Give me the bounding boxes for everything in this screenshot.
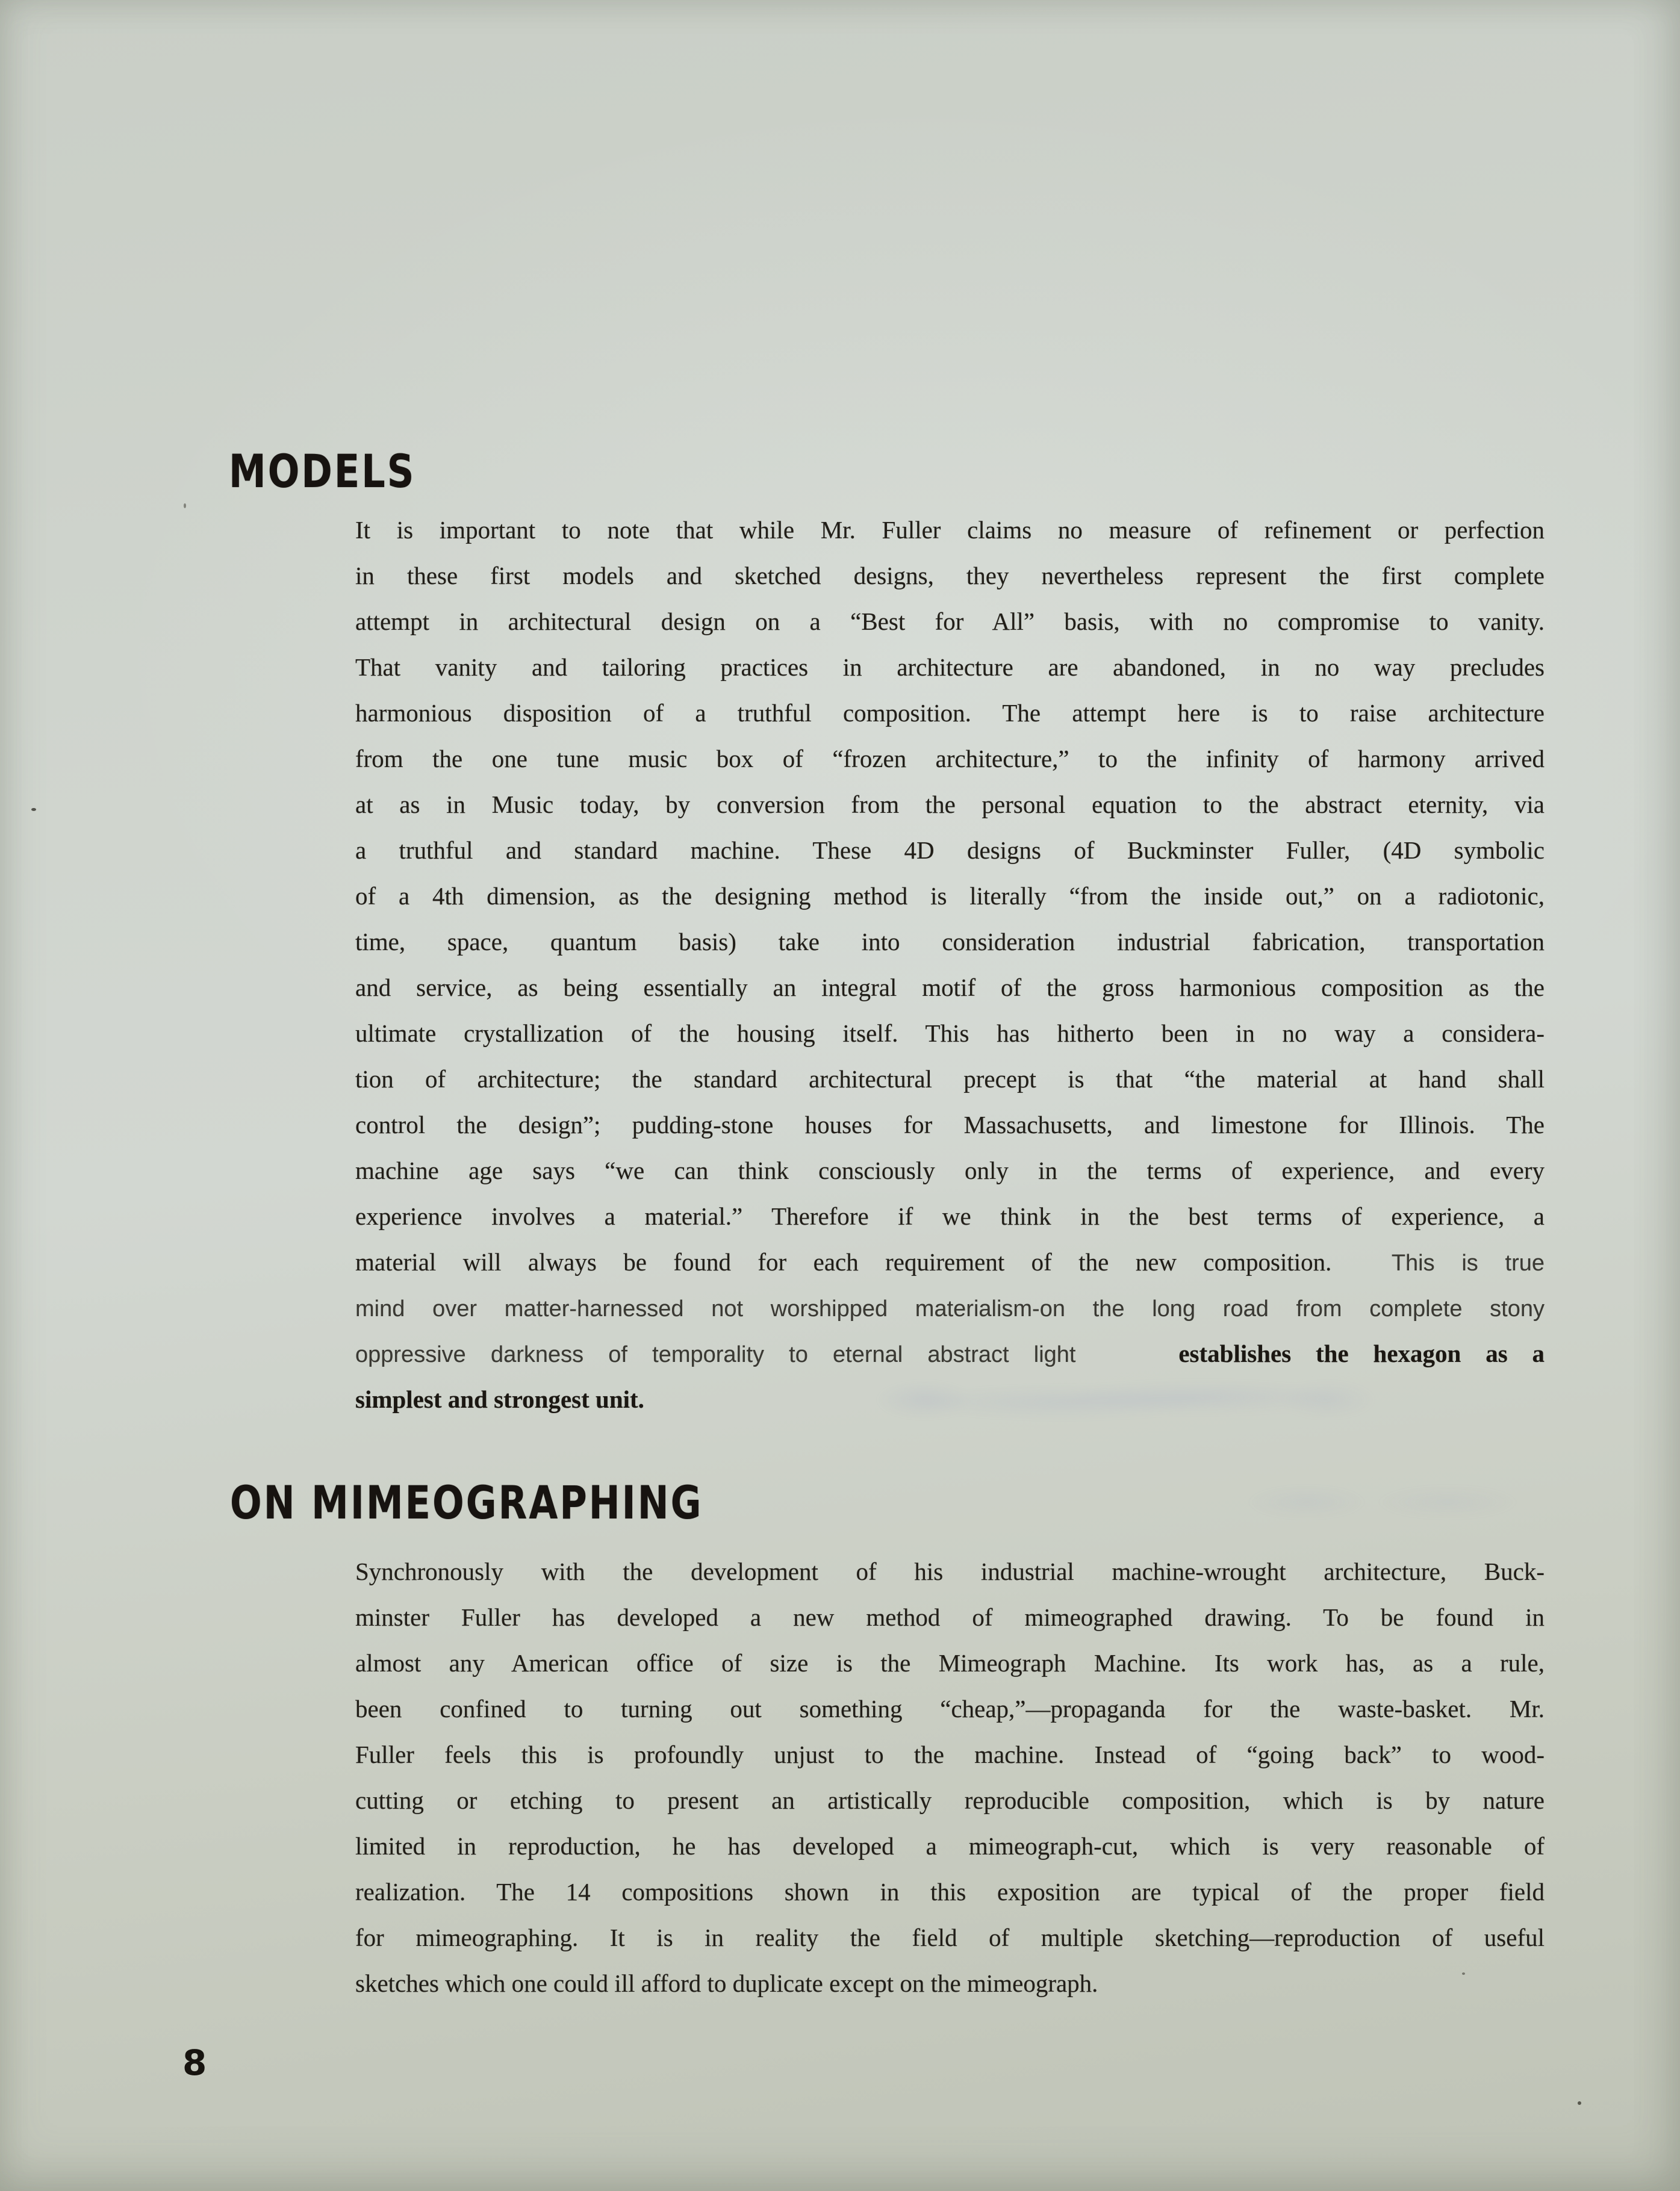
text-segment: ultimate crystallization of the housing itself. This has hitherto been in no way a considera- (355, 1019, 1545, 1047)
text-segment: from the one tune music box of “frozen architecture,” to the infinity of harmony arrived (355, 745, 1545, 772)
text-segment: This is true (1391, 1251, 1545, 1276)
text-line (355, 1239, 1545, 1285)
text-segment: sketches which one could ill afford to duplicate except on the mimeograph. (355, 1969, 1098, 1997)
text-line (355, 1376, 1545, 1422)
paper-speck (1578, 2101, 1581, 2105)
text-segment: machine age says “we can think consciously only in the terms of experience, and every (355, 1157, 1545, 1184)
text-line (355, 782, 1545, 827)
text-segment: in these first models and sketched designs, they nevertheless represent the first complete (355, 562, 1545, 589)
paper-speck (31, 808, 36, 811)
text-line (355, 1549, 1545, 1594)
paragraph-mimeographing (355, 1549, 1545, 2006)
text-segment: Synchronously with the development of his industrial machine-wrought architecture, Buck- (355, 1558, 1545, 1585)
text-segment: tion of architecture; the standard architectural precept is that “the material at hand shall (355, 1065, 1545, 1093)
text-segment: experience involves a material.” Therefore if we think in the best terms of experience, a (355, 1202, 1545, 1230)
text-segment: simplest and strongest unit. (355, 1385, 644, 1413)
text-line (355, 1331, 1545, 1376)
text-segment: been confined to turning out something “cheap,”—propaganda for the waste-basket. Mr. (355, 1695, 1545, 1723)
text-line (355, 1686, 1545, 1732)
text-line (355, 1102, 1545, 1148)
text-segment: mind over matter-harnessed not worshipped materialism-on the long road from complete stony (355, 1296, 1545, 1322)
text-line (355, 1193, 1545, 1239)
paragraph-models (355, 507, 1545, 1422)
text-segment: realization. The 14 compositions shown in this exposition are typical of the proper field (355, 1878, 1545, 1906)
text-line (355, 1823, 1545, 1869)
text-line (355, 553, 1545, 598)
text-segment: minster Fuller has developed a new method of mimeographed drawing. To be found in (355, 1603, 1545, 1631)
page-number: 8 (182, 2042, 207, 2083)
text-segment: a truthful and standard machine. These 4D designs of Buckminster Fuller, (4D symbolic (355, 836, 1545, 864)
text-segment: time, space, quantum basis) take into consideration industrial fabrication, transportation (355, 928, 1545, 956)
text-segment: almost any American office of size is the Mimeograph Machine. Its work has, as a rule, (355, 1649, 1545, 1677)
text-segment: of a 4th dimension, as the designing method is literally “from the inside out,” on a radiotonic, (355, 882, 1545, 910)
text-segment: Fuller feels this is profoundly unjust to the machine. Instead of “going back” to wood- (355, 1741, 1545, 1768)
paper-speck (1462, 1972, 1465, 1975)
text-line (355, 1010, 1545, 1056)
text-line (355, 1777, 1545, 1823)
text-segment: attempt in architectural design on a “Best for All” basis, with no compromise to vanity. (355, 608, 1545, 635)
text-segment: and service, as being essentially an integral motif of the gross harmonious composition as the (355, 974, 1545, 1001)
text-line (355, 1148, 1545, 1193)
text-line (355, 919, 1545, 965)
text-line (355, 644, 1545, 690)
text-line (355, 1285, 1545, 1331)
text-line (355, 1056, 1545, 1102)
text-segment: at as in Music today, by conversion from the personal equation to the abstract eternity, via (355, 791, 1545, 818)
text-segment: It is important to note that while Mr. Fuller claims no measure of refinement or perfection (355, 516, 1545, 544)
text-line (355, 598, 1545, 644)
text-line (355, 736, 1545, 782)
text-line (355, 1640, 1545, 1686)
text-segment: establishes the hexagon as a (1178, 1340, 1545, 1367)
text-segment: control the design”; pudding-stone houses for Massachusetts, and limestone for Illinois. The (355, 1111, 1545, 1139)
text-line (355, 1594, 1545, 1640)
text-line (355, 827, 1545, 873)
text-line (355, 1915, 1545, 1960)
text-line (355, 507, 1545, 553)
text-segment: material will always be found for each requirement of the new composition. (355, 1248, 1332, 1276)
text-line (355, 965, 1545, 1010)
text-segment: limited in reproduction, he has developed a mimeograph-cut, which is very reasonable of (355, 1832, 1545, 1860)
section-heading-models: MODELS (229, 444, 416, 498)
text-line (355, 1869, 1545, 1915)
text-line (355, 1732, 1545, 1777)
text-segment: oppressive darkness of temporality to eternal abstract light (355, 1342, 1076, 1367)
section-heading-mimeographing: ON MIMEOGRAPHING (230, 1475, 703, 1529)
text-segment: That vanity and tailoring practices in architecture are abandoned, in no way precludes (355, 653, 1545, 681)
text-line (355, 690, 1545, 736)
paper-speck (184, 503, 186, 508)
text-segment: cutting or etching to present an artistically reproducible composition, which is by nature (355, 1786, 1545, 1814)
text-line (355, 873, 1545, 919)
ink-bleed-through-smudge (1228, 1481, 1542, 1523)
text-segment: harmonious disposition of a truthful composition. The attempt here is to raise architecture (355, 699, 1545, 727)
text-line (355, 1960, 1545, 2006)
text-segment: for mimeographing. It is in reality the field of multiple sketching—reproduction of useful (355, 1924, 1545, 1951)
